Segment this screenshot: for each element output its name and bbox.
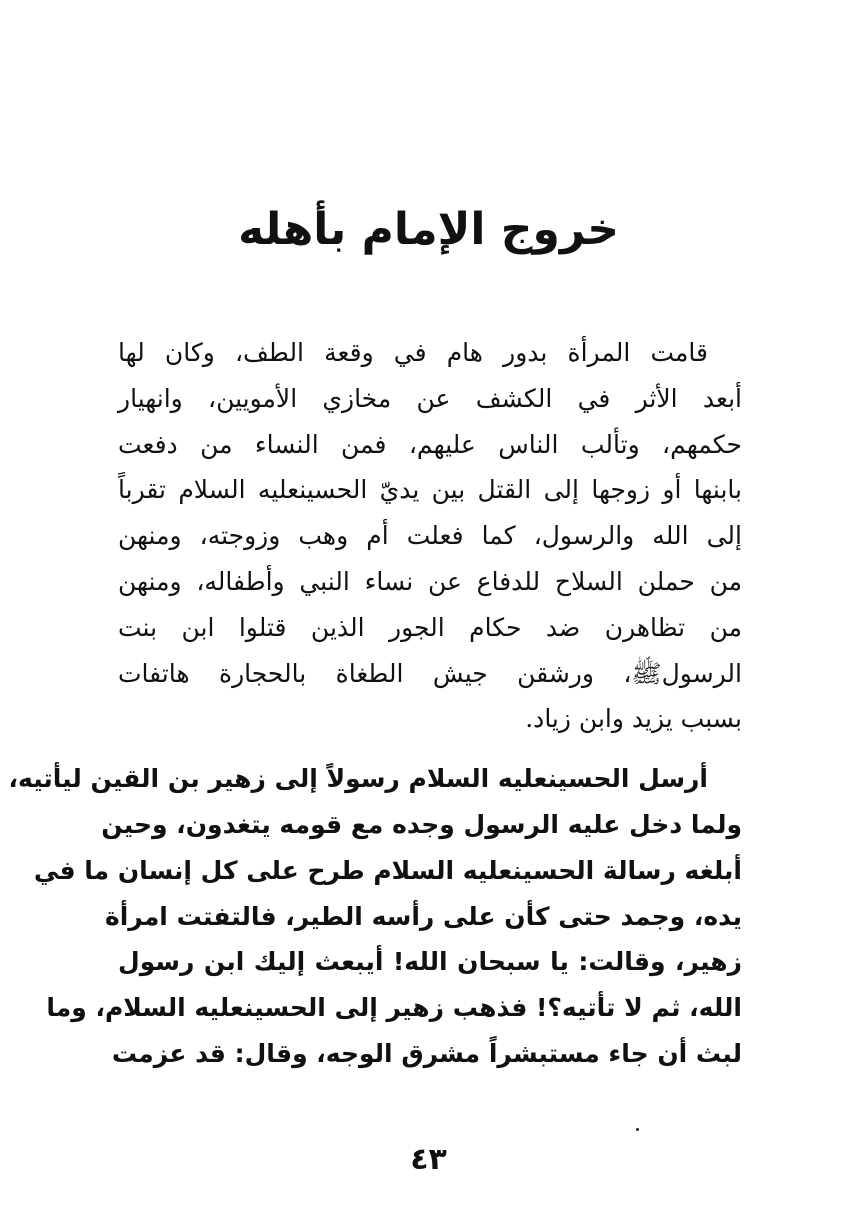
chapter-title: خروج الإمام بأهله [238, 204, 619, 255]
page-number: ٤٣ [410, 1142, 447, 1177]
paragraph-1 [118, 330, 742, 742]
text-line: من حملن السلاح للدفاع عن نساء النبي وأطفاله، ومنهن [118, 566, 742, 596]
text-line: يده، وجمد حتى كأن على رأسه الطير، فالتفتت امرأة [104, 901, 742, 931]
text-line: ولما دخل عليه الرسول وجده مع قومه يتغدون، وحين [101, 809, 742, 839]
text-line: لبث أن جاء مستبشراً مشرق الوجه، وقال: قد عزمت [111, 1038, 742, 1068]
body-text [8, 330, 742, 1077]
text-line: أبلغه رسالة الحسينعليه السلام طرح على كل إنسان ما في [33, 855, 742, 885]
text-line: من تظاهرن ضد حكام الجور الذين قتلوا ابن بنت [118, 612, 742, 642]
text-line: بسبب يزيد وابن زياد. [525, 704, 742, 734]
text-line: أبعد الأثر في الكشف عن مخازي الأمويين، وانهيار [118, 383, 742, 413]
text-line: الرسولﷺ، ورشقن جيش الطغاة بالحجارة هاتفات [118, 658, 742, 688]
text-line: إلى الله والرسول، كما فعلت أم وهب وزوجته، ومنهن [118, 521, 742, 551]
paragraph-2 [8, 756, 742, 1077]
text-line: حكمهم، وتألب الناس عليهم، فمن النساء من دفعت [118, 429, 742, 459]
stray-dot [636, 1128, 639, 1131]
paragraph-gap [118, 742, 742, 756]
text-line: أرسل الحسينعليه السلام رسولاً إلى زهير بن القين ليأتيه، [8, 764, 708, 794]
text-line: بابنها أو زوجها إلى القتل بين يديّ الحسينعليه السلام تقرباً [118, 475, 742, 505]
text-line: الله، ثم لا تأتيه؟! فذهب زهير إلى الحسينعليه السلام، وما [46, 993, 742, 1023]
text-line: زهير، وقالت: يا سبحان الله! أيبعث إليك ابن رسول [118, 947, 742, 977]
text-line: قامت المرأة بدور هام في وقعة الطف، وكان لها [118, 338, 708, 367]
